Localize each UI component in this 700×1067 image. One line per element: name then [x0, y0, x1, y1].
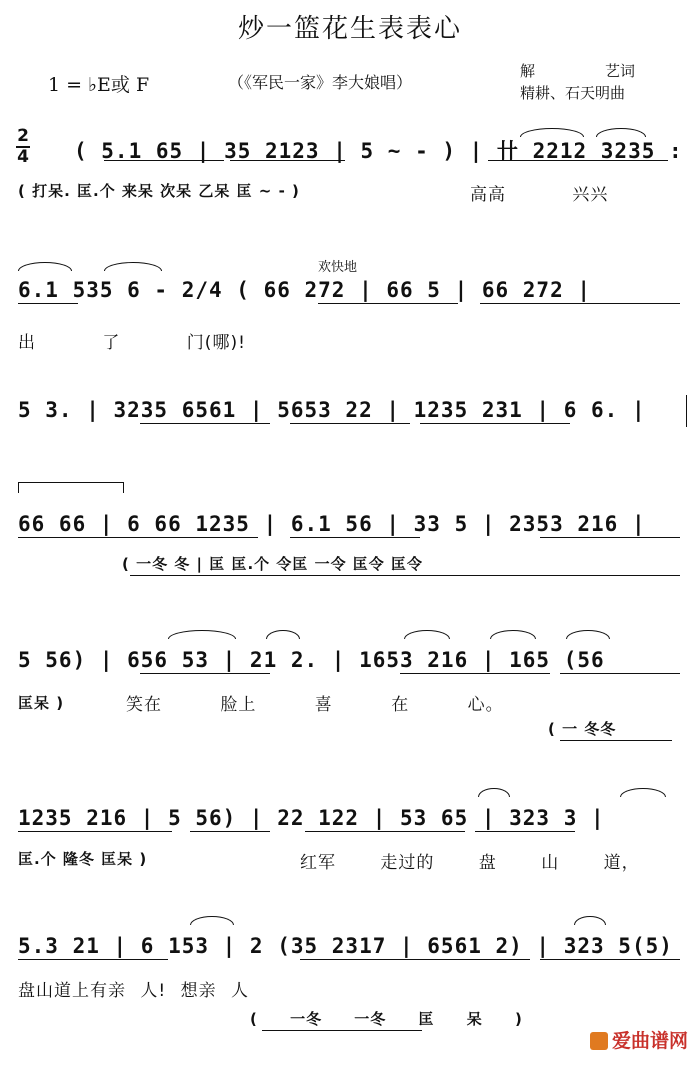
underline: [480, 303, 680, 304]
slur: [266, 630, 300, 639]
credits-composer: 精耕、石天明曲: [520, 84, 626, 102]
underline: [305, 831, 465, 832]
system-1-notes: ( 5.1 65 | 35 2123 | 5 ~ - ) | 卄 2212 3235 :: [74, 139, 683, 163]
underline: [540, 537, 680, 538]
slur: [104, 262, 162, 271]
underline: [262, 1030, 422, 1031]
slur: [478, 788, 510, 797]
underline: [430, 959, 530, 960]
music-note-icon: [590, 1032, 608, 1050]
system-5-percussion: 匡呆 ): [18, 694, 65, 712]
slur: [168, 630, 236, 639]
system-6-percussion: 匡.个 隆冬 匡呆 ): [18, 850, 148, 868]
underline: [130, 575, 680, 576]
watermark: 爱曲谱网: [590, 1026, 688, 1053]
system-7-percussion: ( 一冬 一冬 匡 呆 ): [250, 1010, 523, 1028]
underline: [104, 160, 224, 161]
underline: [18, 537, 258, 538]
system-2-notes: 6.1 535 6 - 2/4 ( 66 272 | 66 5 | 66 272 |: [18, 278, 592, 302]
slur: [596, 128, 646, 137]
underline: [488, 160, 668, 161]
underline: [560, 740, 672, 741]
system-6-lyrics: 红军 走过的 盘 山 道，: [300, 853, 640, 873]
system-5-percussion-2: ( 一 冬冬: [548, 720, 617, 738]
system-1-lyrics: 高高 兴兴: [470, 185, 609, 205]
slur: [490, 630, 536, 639]
system-7-lyrics: 盘山道上有亲 人! 想亲 人: [18, 981, 250, 1001]
underline: [140, 423, 270, 424]
system-4-notes: 66 66 | 6 66 1235 | 6.1 56 | 33 5 | 2353 216 |: [18, 512, 646, 536]
system-2-lyrics: 出 了 门(哪)!: [18, 333, 246, 353]
underline: [400, 673, 550, 674]
underline: [140, 673, 270, 674]
key-signature: 1 = ♭E或 F: [48, 74, 150, 96]
underline: [290, 423, 410, 424]
slur: [190, 916, 234, 925]
credits-lyricist: 解 艺词: [520, 62, 636, 80]
slur: [520, 128, 584, 137]
underline: [318, 303, 458, 304]
slur: [574, 916, 606, 925]
slur: [18, 262, 72, 271]
underline: [420, 423, 570, 424]
underline: [475, 831, 575, 832]
underline: [540, 959, 680, 960]
underline: [560, 673, 680, 674]
slur: [566, 630, 610, 639]
underline: [18, 303, 78, 304]
system-5-notes: 5 56) | 656 53 | 21 2. | 1653 216 | 165 (56: [18, 648, 605, 672]
time-signature: 2 4: [17, 126, 29, 167]
tempo-mark: 欢快地: [318, 260, 358, 275]
system-7-notes: 5.3 21 | 6 153 | 2 (35 2317 | 6561 2) | 323 5(5): [18, 934, 673, 958]
underline: [18, 959, 168, 960]
underline: [290, 537, 420, 538]
underline: [190, 831, 270, 832]
repeat-bracket: [18, 482, 124, 493]
system-4-percussion: ( 一冬 冬 | 匡 匡.个 令匡 一令 匡令 匡令: [122, 555, 424, 573]
page-title: 炒一篮花生表表心: [237, 14, 462, 44]
slur: [620, 788, 666, 797]
underline: [18, 831, 172, 832]
system-1-percussion: ( 打呆. 匡.个 来呆 次呆 乙呆 匡 ~ - ): [18, 182, 300, 200]
underline: [230, 160, 345, 161]
slur: [404, 630, 450, 639]
system-5-lyrics: 笑在 脸上 喜 在 心。: [126, 695, 504, 715]
system-6-notes: 1235 216 | 5 56) | 22 122 | 53 65 | 323 3 |: [18, 806, 605, 830]
underline: [300, 959, 430, 960]
barline: [686, 395, 687, 427]
system-3-notes: 5 3. | 3235 6561 | 5653 22 | 1235 231 | 6 6. |: [18, 398, 646, 422]
source-note: （《军民一家》李大娘唱）: [228, 73, 413, 92]
